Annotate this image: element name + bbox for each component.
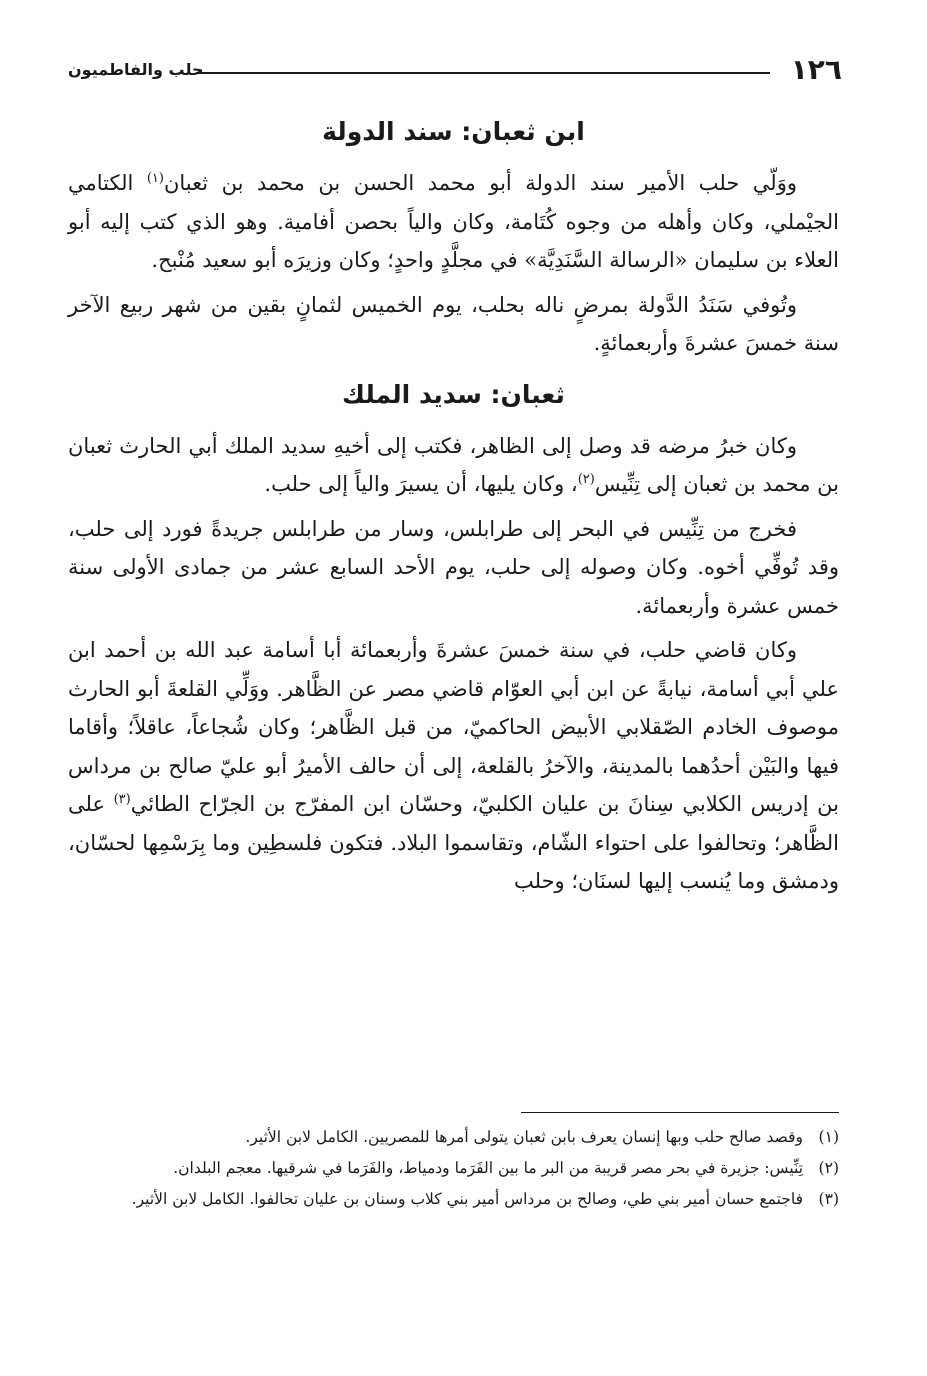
paragraph	[68, 631, 839, 901]
footnote-text: وقصد صالح حلب وبها إنسان يعرف بابن ثعبان يتولى أمرها للمصريين. الكامل لابن الأثير.	[245, 1128, 803, 1146]
paragraph-text: فخرج من تِنِّيس في البحر إلى طرابلس، وسار من طرابلس جريدةً فورد إلى حلب، وقد تُوفِّي أخوه. وكان وصوله إلى حلب، يوم الأحد السابع عشر من جمادى الأولى سنة خمس عشرة وأربعمائة.	[68, 516, 839, 618]
section-heading: ثعبان: سديد الملك	[342, 379, 565, 409]
footnote-text: تِنِّيس: جزيرة في بحر مصر قريبة من البر ما بين الفَرَما ودمياط، والفَرَما في شرقيها. معجم البلدان.	[173, 1159, 803, 1177]
paragraph-text: وتُوفي سَنَدُ الدَّولة بمرضٍ ناله بحلب، يوم الخميس لثمانٍ بقين من شهر ربيع الآخر سنة خمسَ عشرةَ وأربعمائةٍ.	[68, 292, 839, 355]
paragraph-text: الكتامي الجيْملي، وكان وأهله من وجوه كُتَامة، وكان والياً بحصن أفامية. وهو الذي كتب إليه أبو العلاء بن سليمان «الرسالة السَّنَدِيَّة» في مجلَّدٍ واحدٍ؛ وكان وزيرَه أبو سعيد مُنْبح.	[68, 171, 839, 272]
footnote	[68, 1124, 839, 1151]
running-book-title: حلب والفاطميون	[68, 60, 204, 79]
running-header	[68, 50, 842, 90]
footnote-number: (١)	[818, 1128, 839, 1146]
paragraph-text: على الظَّاهر؛ وتحالفوا على احتواء الشّام، وتقاسموا البلاد. فتكون فلسطِين وما بِرَسْمِها لحسّان، ودمشق وما يُنسب إليها لسنَان؛ وحلب	[68, 792, 839, 893]
paragraph-text: ، وكان يليها، أن يسيرَ والياً إلى حلب.	[264, 472, 578, 496]
section-heading: ابن ثعبان: سند الدولة	[322, 117, 585, 146]
header-rule	[196, 72, 770, 74]
footnote-text: فاجتمع حسان أمير بني طي، وصالح بن مرداس أمير بني كلاب وسنان بن عليان تحالفوا. الكامل لابن الأثير.	[131, 1190, 803, 1208]
paragraph-text: وكان خبرُ مرضه قد وصل إلى الظاهر، فكتب إلى أخيهِ سديد الملك أبي الحارث ثعبان بن محمد بن ثعبان إلى تِنِّيس	[68, 433, 839, 496]
footnote	[68, 1155, 839, 1182]
footnotes	[68, 1124, 839, 1217]
paragraph	[68, 510, 839, 626]
footnote-number: (٢)	[818, 1159, 839, 1177]
paragraph	[68, 286, 839, 363]
footnote-marker[interactable]: (٣)	[113, 792, 131, 807]
paragraph-text: ووَلّي حلب الأمير سند الدولة أبو محمد الحسن بن محمد بن ثعبان	[163, 171, 797, 195]
paragraph	[68, 427, 839, 504]
paragraph-text: وكان قاضي حلب، في سنة خمسَ عشرةَ وأربعمائة أبا أسامة عبد الله بن أحمد ابن علي أبي أسامة، نيابةً عن ابن أبي العوّام قاضي مصر عن الظَّاهر. ووَلِّي القلعةَ أبو الحارث موصوف الخادم الصّقلابي الأبيض الحاكميّ، من قبل الظَّاهر؛ وكان شُجاعاً، عاقلاً؛ وأقاما فيها والبَيْن أحدُهما بالمدينة، والآخرُ بالقلعة، إلى أن حالف الأميرُ أبو عليّ صالح بن مرداس بن إدريس الكلابي سِنانَ بن عليان الكلبيّ، وحسّان ابن المفرّج بن الجرّاح الطائي	[68, 638, 839, 816]
footnote-marker[interactable]: (١)	[146, 171, 164, 186]
page-number: ١٢٦	[790, 53, 842, 86]
main-text	[68, 100, 839, 907]
footnote-marker[interactable]: (٢)	[577, 472, 595, 487]
footnote	[68, 1186, 839, 1213]
footnote-separator	[521, 1112, 839, 1113]
paragraph	[68, 164, 839, 280]
footnote-number: (٣)	[818, 1190, 839, 1208]
